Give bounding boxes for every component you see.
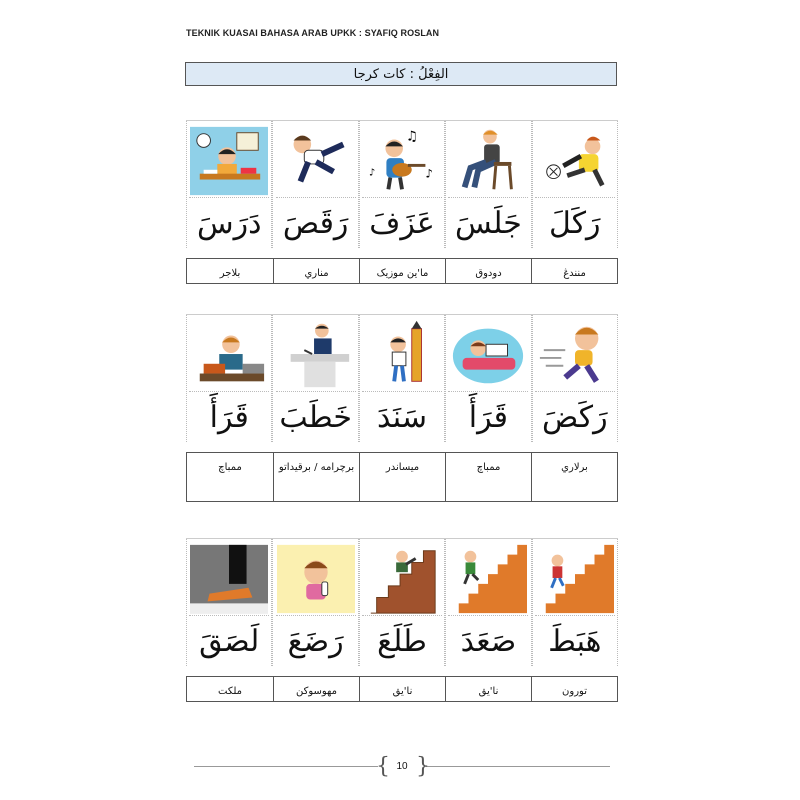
arabic-word: لَصَقَ	[199, 623, 260, 659]
arabic-word: قَرَأَ	[468, 399, 509, 435]
vocab-card	[272, 539, 358, 666]
meaning-row	[186, 258, 618, 284]
sitting-on-stool-icon	[448, 124, 528, 198]
going-down-stairs-icon	[535, 542, 615, 616]
arabic-word: صَعَدَ	[460, 623, 517, 659]
vocab-card	[359, 315, 445, 442]
svg-text:♪: ♪	[368, 167, 376, 179]
meaning-row	[186, 676, 618, 702]
vocab-card	[445, 121, 531, 248]
vocab-card	[532, 121, 618, 248]
reading-lying-icon	[448, 318, 528, 392]
malay-meaning: ملكت	[218, 686, 243, 697]
footer-line-right	[426, 766, 610, 767]
baby-feeding-icon	[276, 542, 356, 616]
reading-books-icon	[189, 318, 269, 392]
svg-text:♫: ♫	[405, 128, 419, 145]
vocab-card	[445, 539, 531, 666]
vocab-card	[186, 539, 272, 666]
playing-guitar-icon	[362, 124, 442, 198]
arabic-word: سَنَدَ	[377, 399, 427, 435]
page-title: الفِعْلُ : كات كرجا	[185, 62, 617, 86]
page-header: TEKNIK KUASAI BAHASA ARAB UPKK : SYAFIQ ROSLAN	[186, 28, 440, 38]
studying-icon	[189, 124, 269, 198]
vocab-card	[359, 121, 445, 248]
running-icon	[535, 318, 615, 392]
going-up-stairs-icon	[448, 542, 528, 616]
vocab-grid	[186, 120, 618, 248]
arabic-word: رَكَضَ	[542, 399, 608, 435]
vocab-section-3	[186, 538, 618, 702]
malay-meaning: ميساندر	[359, 453, 445, 501]
malay-meaning: برلاري	[531, 453, 617, 501]
vocab-card	[186, 121, 272, 248]
dancing-icon	[276, 124, 356, 198]
kicking-ball-icon	[535, 124, 615, 198]
vocab-card	[186, 315, 272, 442]
vocab-card	[445, 315, 531, 442]
arabic-word: رَقَصَ	[282, 205, 349, 241]
malay-meaning: بلاجر	[219, 268, 241, 279]
vocab-card	[532, 315, 618, 442]
arabic-word: خَطَبَ	[279, 399, 352, 435]
arabic-word: قَرَأَ	[209, 399, 249, 435]
malay-meaning: مهوسوكن	[273, 677, 359, 701]
vocab-card	[359, 539, 445, 666]
malay-meaning: برچرامه / برقيداتو	[273, 453, 359, 501]
vocab-card	[532, 539, 618, 666]
right-brace-icon: }	[416, 754, 430, 779]
footer-line-left	[194, 766, 378, 767]
vocab-section-1	[186, 120, 618, 284]
vocab-grid	[186, 538, 618, 666]
left-brace-icon: {	[376, 754, 390, 779]
malay-meaning: ما'ين موزيک	[359, 259, 445, 283]
page-number: 10	[396, 760, 408, 772]
malay-meaning: ممباچ	[445, 453, 531, 501]
svg-text:♪: ♪	[425, 166, 433, 181]
stepping-on-icon	[189, 542, 269, 616]
meaning-row	[186, 452, 618, 502]
malay-meaning: تورون	[531, 677, 617, 701]
arabic-word: رَضَعَ	[287, 623, 344, 659]
malay-meaning: نا'يق	[445, 677, 531, 701]
malay-meaning: ممباچ	[218, 462, 242, 473]
malay-meaning: مناري	[273, 259, 359, 283]
leaning-on-pencil-icon	[362, 318, 442, 392]
climbing-wall-icon	[362, 542, 442, 616]
malay-meaning: منندڠ	[531, 259, 617, 283]
arabic-word: رَكَلَ	[549, 205, 601, 241]
arabic-word: هَبَطَ	[548, 623, 602, 659]
malay-meaning: دودوق	[445, 259, 531, 283]
malay-meaning: نا'يق	[359, 677, 445, 701]
speech-podium-icon	[276, 318, 356, 392]
vocab-grid	[186, 314, 618, 442]
arabic-word: دَرَسَ	[197, 205, 262, 241]
vocab-card	[272, 121, 358, 248]
vocab-section-2	[186, 314, 618, 502]
arabic-word: طَلَعَ	[377, 623, 427, 659]
vocab-card	[272, 315, 358, 442]
arabic-word: جَلَسَ	[455, 205, 522, 241]
arabic-word: عَزَفَ	[369, 205, 435, 241]
